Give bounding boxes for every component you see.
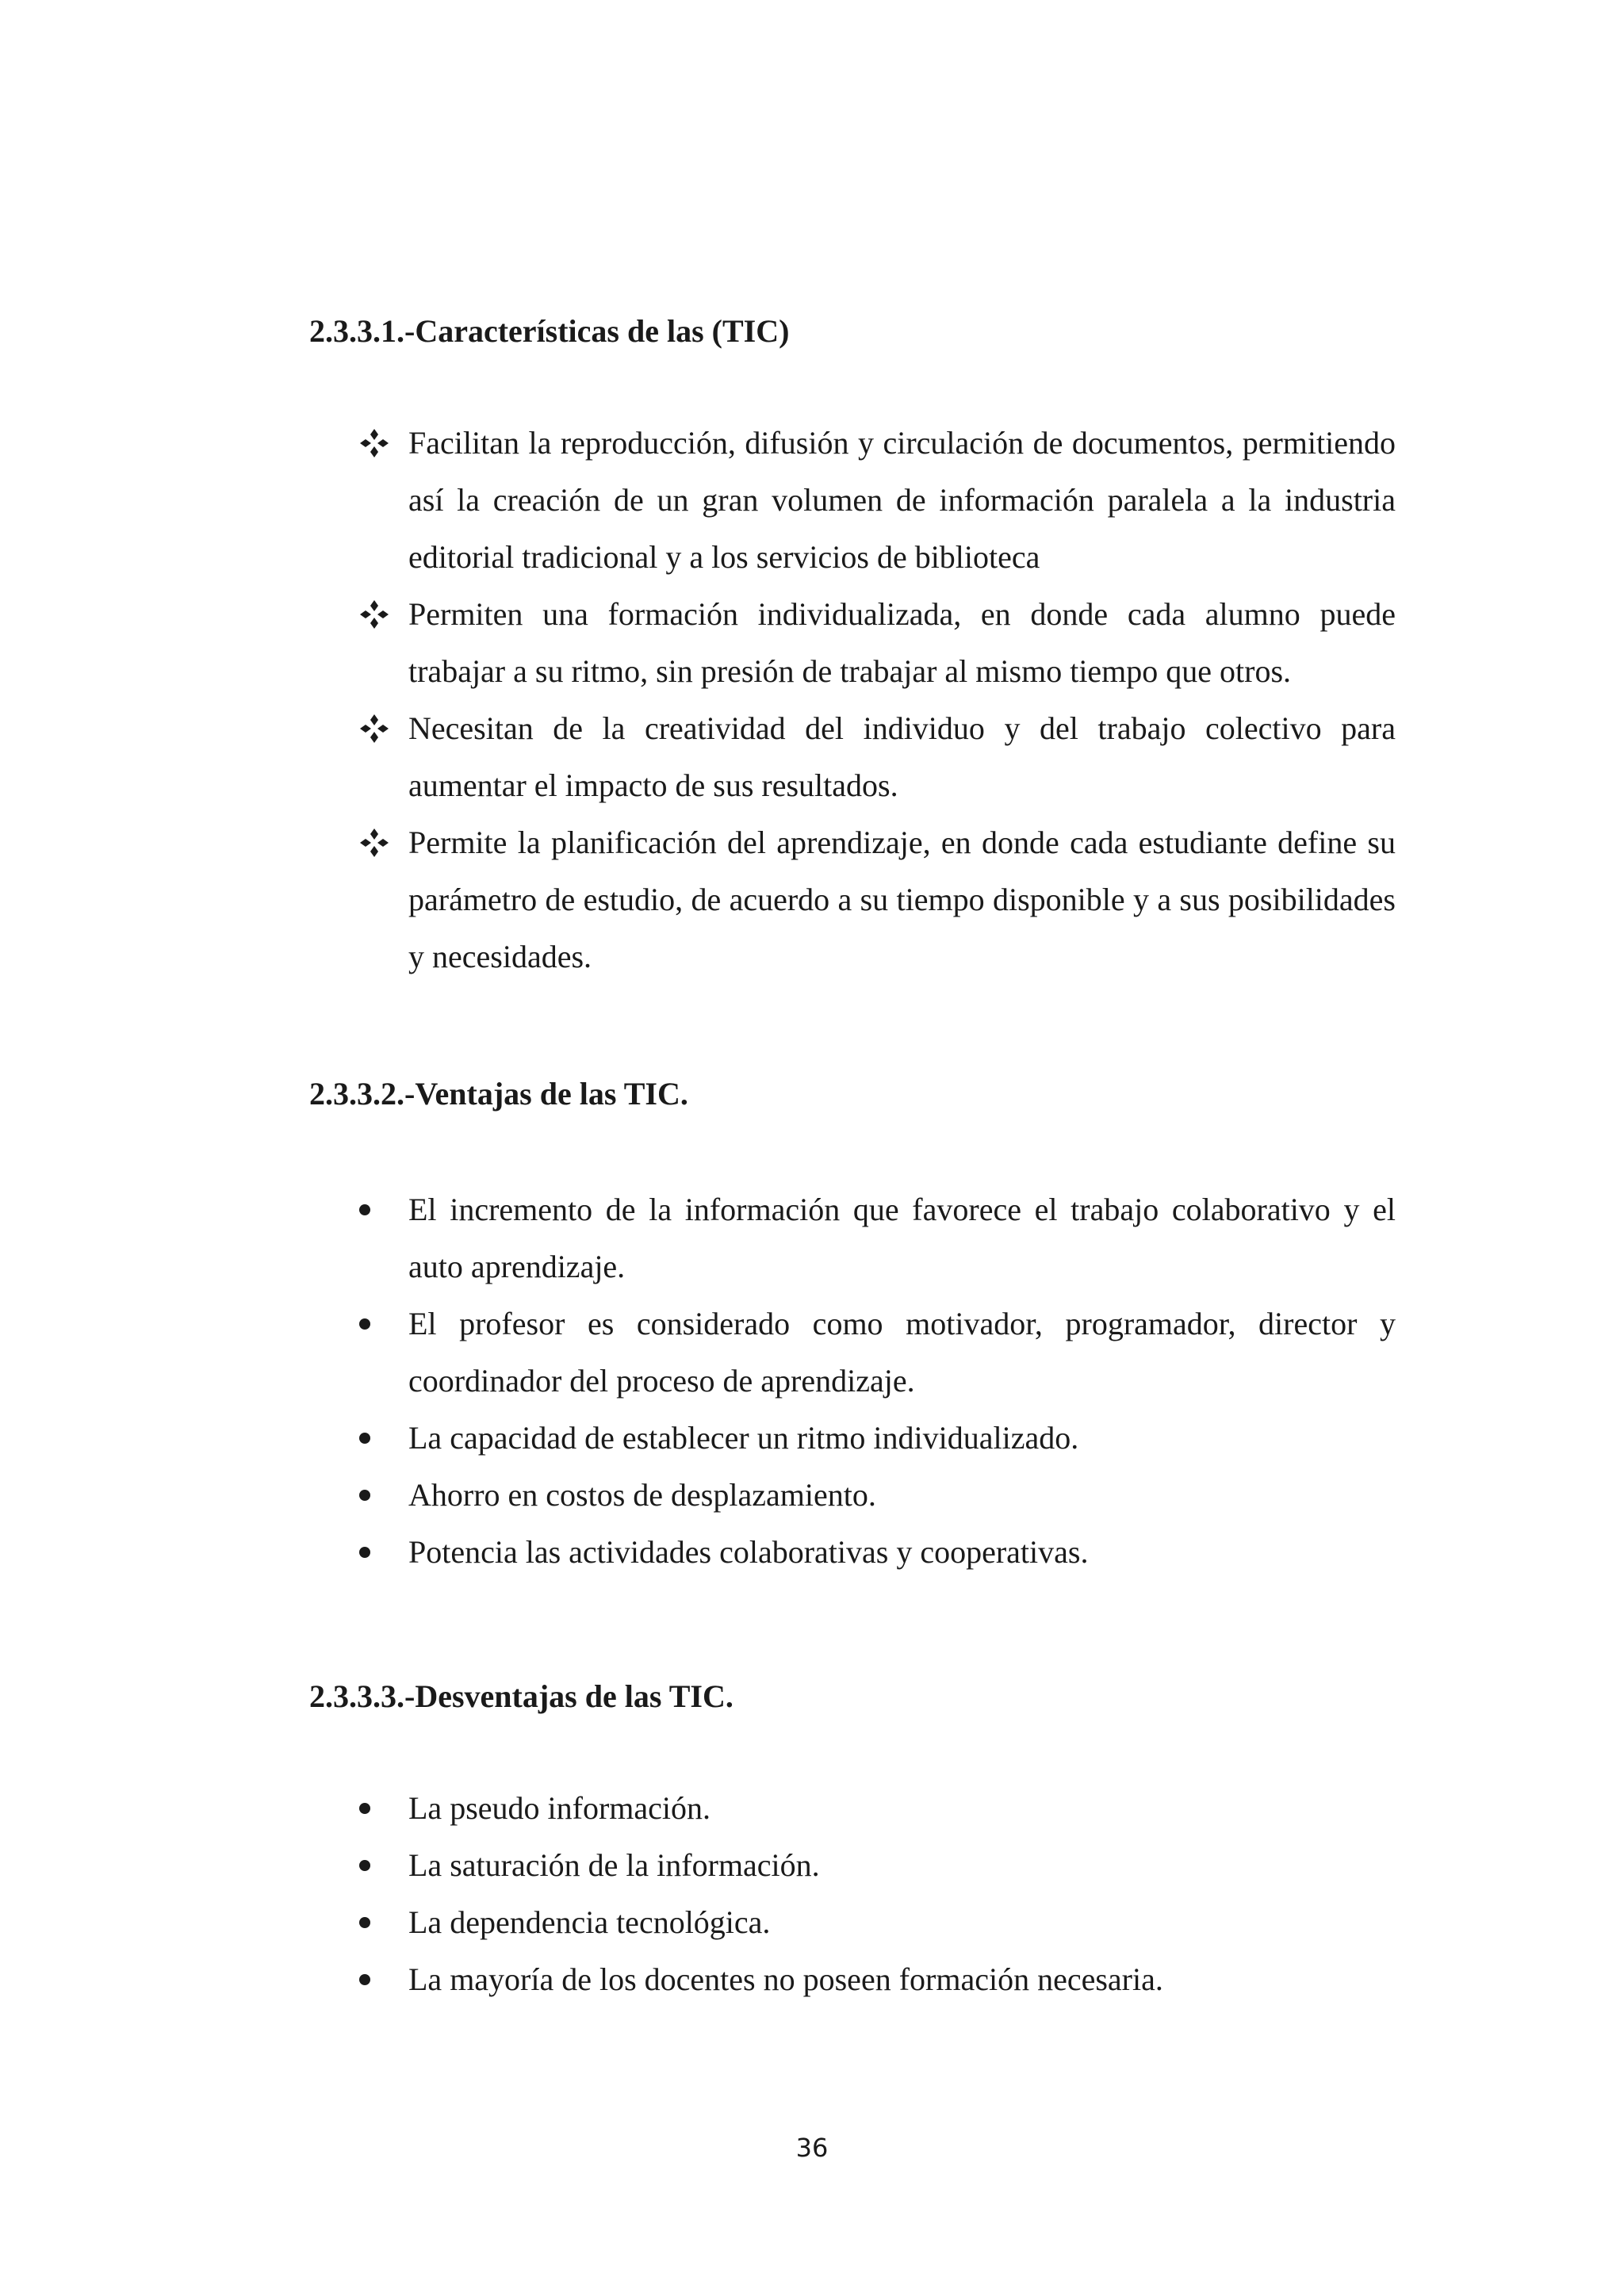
list-item-text: Ahorro en costos de desplazamiento.: [408, 1477, 876, 1513]
bullet-dot-icon: [359, 1433, 370, 1444]
four-diamond-star-icon: [358, 814, 390, 871]
list-item-text: Facilitan la reproducción, difusión y circulación de documentos, permitiendo así la creación de un gran volumen de información paralela a la industria editorial tradicional y a los servicios de biblioteca: [408, 425, 1396, 575]
bullet-dot-icon: [359, 1490, 370, 1501]
list-item-text: La dependencia tecnológica.: [408, 1904, 771, 1940]
list-item-text: La saturación de la información.: [408, 1847, 820, 1883]
list-item: [0, 1295, 1396, 1410]
bullet-dot-icon: [359, 1860, 370, 1871]
bullet-dot-icon: [359, 1917, 370, 1928]
page-number: 36: [795, 2133, 829, 2163]
list-item: [0, 1410, 1396, 1467]
list-item-text: Necesitan de la creatividad del individuo y del trabajo colectivo para aumentar el impacto de sus resultados.: [408, 710, 1396, 803]
list-item: [0, 586, 1396, 700]
bullet-dot-icon: [359, 1204, 370, 1215]
list-item-text: El incremento de la información que favorece el trabajo colaborativo y el auto aprendizaje.: [408, 1192, 1396, 1284]
bullet-dot-icon: [359, 1974, 370, 1985]
bullet-dot-icon: [359, 1803, 370, 1814]
list-item: [0, 1524, 1396, 1581]
list-item-text: El profesor es considerado como motivador, programador, director y coordinador del proceso de aprendizaje.: [408, 1306, 1396, 1399]
four-diamond-star-icon: [358, 586, 390, 643]
bullet-dot-icon: [359, 1547, 370, 1558]
list-item: [0, 814, 1396, 985]
list-item: [0, 700, 1396, 814]
list-item-text: Permiten una formación individualizada, en donde cada alumno puede trabajar a su ritmo, sin presión de trabajar al mismo tiempo que otros.: [408, 596, 1396, 689]
advantages-list: [0, 1181, 1624, 1581]
list-item-text: Potencia las actividades colaborativas y cooperativas.: [408, 1534, 1089, 1570]
list-item: [0, 1951, 1396, 2008]
list-item-text: La pseudo información.: [408, 1790, 710, 1826]
list-item: [0, 1467, 1396, 1524]
characteristics-list: [0, 415, 1624, 985]
section-heading-caracteristicas: 2.3.3.1.-Características de las (TIC): [309, 313, 790, 349]
list-item: [0, 1780, 1396, 1837]
four-diamond-star-icon: [358, 700, 390, 757]
section-heading-ventajas: 2.3.3.2.-Ventajas de las TIC.: [309, 1076, 688, 1112]
list-item: [0, 1181, 1396, 1295]
disadvantages-list: [0, 1780, 1624, 2008]
list-item-text: La capacidad de establecer un ritmo individualizado.: [408, 1420, 1079, 1456]
four-diamond-star-icon: [358, 415, 390, 472]
list-item-text: La mayoría de los docentes no poseen formación necesaria.: [408, 1961, 1163, 1997]
bullet-dot-icon: [359, 1318, 370, 1330]
section-heading-desventajas: 2.3.3.3.-Desventajas de las TIC.: [309, 1678, 733, 1714]
list-item-text: Permite la planificación del aprendizaje, en donde cada estudiante define su parámetro de estudio, de acuerdo a su tiempo disponible y a sus posibilidades y necesidades.: [408, 825, 1396, 974]
list-item: [0, 415, 1396, 586]
list-item: [0, 1894, 1396, 1951]
list-item: [0, 1837, 1396, 1894]
